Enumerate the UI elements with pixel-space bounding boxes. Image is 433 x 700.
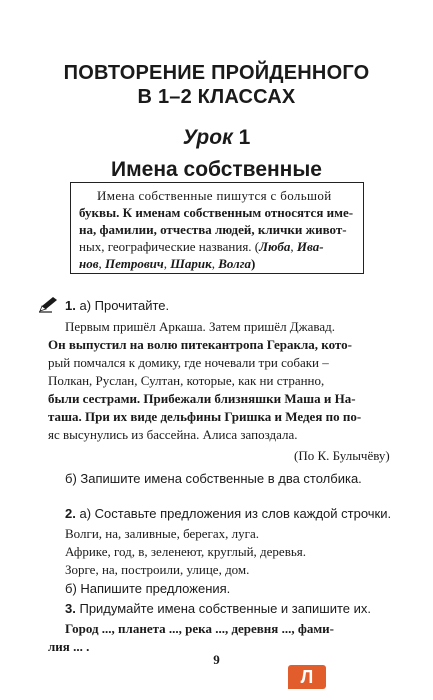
rule-sep: , (290, 239, 297, 254)
ex1-text-line-4: Полкан, Руслан, Султан, которые, как ни странно, (48, 373, 325, 388)
rule-close-paren: ) (251, 256, 256, 271)
example-name-luba: Люба (259, 239, 291, 254)
ex1-text-line-2: Он выпустил на волю питекантропа Геракла, кото- (48, 337, 352, 352)
ex3-line-1: Город ..., планета ..., река ..., деревня ..., фами- (65, 621, 335, 636)
ex3-line-2: лия ... . (48, 639, 90, 654)
rule-line-3: на, фамилии, отчества людей, клички живот- (79, 222, 347, 237)
lesson-number: 1 (238, 126, 251, 149)
rule-line-1: Имена собственные пишутся с большой (97, 188, 332, 203)
example-name-ivanov-part2: нов (79, 256, 99, 271)
ex2-number: 2. (65, 506, 76, 521)
example-name-sharik: Шарик (170, 256, 212, 271)
ex1-task-a: а) Прочитайте. (79, 298, 170, 313)
rule-line-4 (79, 238, 324, 255)
ex1-header (65, 297, 169, 314)
ex3-number: 3. (65, 601, 76, 616)
rule-line-5 (79, 255, 255, 272)
ex1-text-line-5: были сестрами. Прибежали близняшки Маша и На- (48, 391, 356, 406)
ex3-header (65, 600, 371, 617)
rule-line-2: буквы. К именам собственным относятся име- (79, 205, 354, 220)
rule-sep: , (163, 256, 171, 271)
ex2-task-a: а) Составьте предложения из слов каждой строчки. (79, 506, 392, 521)
ex1-source: (По К. Булычёву) (294, 448, 390, 463)
ex1-text-line-1: Первым пришёл Аркаша. Затем пришёл Джавад. (65, 319, 336, 334)
ex2-row-1: Волги, на, заливные, берегах, луга. (65, 526, 259, 541)
ex1-task-b: б) Запишите имена собственные в два столбика. (65, 471, 362, 486)
example-name-ivanov-part1: Ива- (296, 239, 324, 254)
publisher-logo: Л (288, 665, 326, 689)
pencil-icon (38, 295, 60, 313)
ex2-task-b: б) Напишите предложения. (65, 581, 231, 596)
ex2-row-3: Зорге, на, построили, улице, дом. (65, 562, 250, 577)
ex1-text-line-6: таша. При их виде дельфины Гришка и Медея по по- (48, 409, 362, 424)
ex1-number: 1. (65, 298, 76, 313)
lesson-label (0, 126, 433, 150)
section-heading-line2: В 1–2 КЛАССАХ (137, 86, 296, 108)
ex2-row-2: Африке, год, в, зеленеют, круглый, деревья. (65, 544, 307, 559)
rule-box (70, 182, 364, 274)
lesson-word: Урок (182, 126, 233, 149)
ex3-task: Придумайте имена собственные и запишите их. (79, 601, 372, 616)
lesson-title: Имена собственные (111, 158, 322, 181)
page-number: 9 (213, 652, 220, 667)
ex2-header (65, 505, 391, 522)
ex1-text-line-7: яс высунулись из бассейна. Алиса запоздала. (48, 427, 298, 442)
example-name-petrovich: Петрович (105, 256, 164, 271)
example-name-volga: Волга (218, 256, 252, 271)
rule-sep: , (211, 256, 219, 271)
section-heading-line1: ПОВТОРЕНИЕ ПРОЙДЕННОГО (63, 62, 370, 84)
rule-sep: , (98, 256, 106, 271)
rule-line-4-text: ных, географические названия. ( (79, 239, 260, 254)
ex1-text-line-3: рый помчался к домику, где ночевали три собаки – (48, 355, 329, 370)
